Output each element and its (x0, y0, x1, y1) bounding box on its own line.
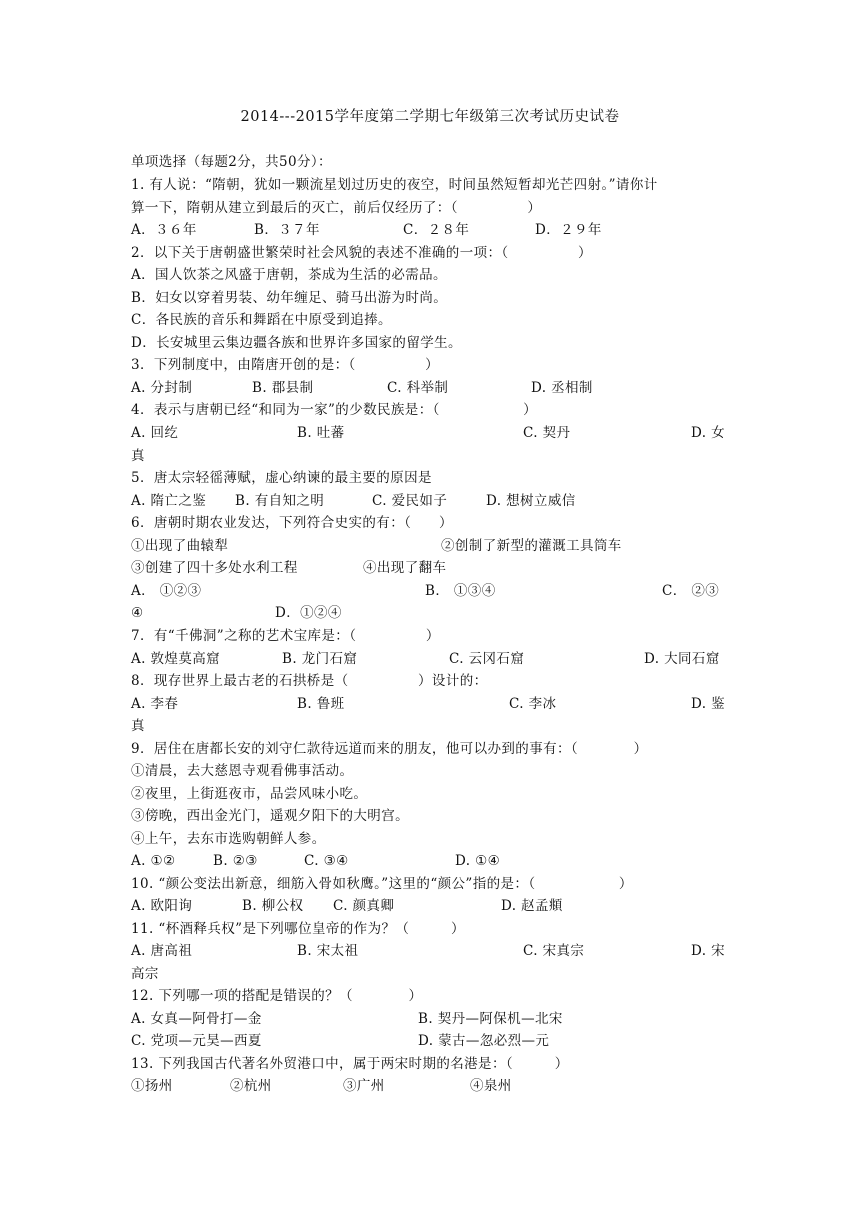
option-d: D. ①④ (455, 853, 501, 869)
question-7-stem: 7．有“千佛洞”之称的艺术宝库是：（ ） (131, 628, 440, 644)
question-9-item-1: ①清晨，去大慈恩寺观看佛事活动。 (131, 763, 354, 779)
question-3-stem: 3．下列制度中，由隋唐开创的是：（ ） (131, 357, 440, 373)
question-2-option-b: B．妇女以穿着男装、幼年缠足、骑马出游为时尚。 (131, 290, 448, 306)
option-a: A. 欧阳询 (131, 898, 193, 914)
option-c: C. 契丹 (523, 425, 571, 441)
question-2-option-a: A．国人饮茶之风盛于唐朝，茶成为生活的必需品。 (131, 267, 447, 283)
option-b: B. 龙门石窟 (282, 651, 358, 667)
exam-title: 2014---2015学年度第二学期七年级第三次考试历史试卷 (240, 109, 620, 125)
option-d: D. 蒙古—忽必烈—元 (418, 1033, 550, 1049)
option-c: C. 宋真宗 (523, 943, 585, 959)
option-c: C. ③④ (304, 853, 349, 869)
question-6-options (131, 581, 731, 601)
option-c: C. 李冰 (509, 696, 557, 712)
section-heading: 单项选择（每题2分，共50分）： (131, 154, 332, 170)
option-c-wrap: ④ (131, 605, 144, 621)
item-2: ②创制了新型的灌溉工具筒车 (441, 538, 622, 554)
item-2: ②杭州 (230, 1078, 272, 1094)
question-12-stem: 12. 下列哪一项的搭配是错误的？（ ） (131, 988, 423, 1004)
question-11-wrap: 高宗 (131, 966, 159, 982)
question-11-stem: 11. “杯酒释兵权”是下列哪位皇帝的作为？（ ） (131, 921, 465, 937)
option-a: A． ①②③ (131, 583, 202, 599)
question-6-options-wrap (131, 603, 731, 623)
option-d: D．①②④ (275, 605, 342, 621)
option-c: C． ②③ (662, 583, 720, 599)
question-6-items-row-2 (131, 558, 731, 578)
option-b: B. 有自知之明 (235, 493, 325, 509)
question-10-stem: 10. “颜公变法出新意，细筋入骨如秋鹰。”这里的“颜公”指的是：（ ） (131, 876, 633, 892)
question-13-stem: 13. 下列我国古代著名外贸港口中，属于两宋时期的名港是：（ ） (131, 1056, 569, 1072)
question-12-options-row-1 (131, 1009, 731, 1029)
option-a: A. ①② (131, 853, 176, 869)
option-d: D. 大同石窟 (644, 651, 720, 667)
question-5-options (131, 491, 731, 511)
question-9-stem: 9．居住在唐都长安的刘守仁款待远道而来的朋友，他可以办到的事有：（ ） (131, 741, 648, 757)
item-3: ③创建了四十多处水利工程 (131, 560, 298, 576)
question-11-options (131, 941, 731, 961)
question-9-item-2: ②夜里，上街逛夜市，品尝风味小吃。 (131, 786, 368, 802)
option-c: C. 颜真卿 (333, 898, 395, 914)
question-8-wrap: 真 (131, 718, 145, 734)
question-4-stem: 4．表示与唐朝已经“和同为一家”的少数民族是：（ ） (131, 402, 538, 418)
question-2-option-d: D．长安城里云集边疆各族和世界许多国家的留学生。 (131, 335, 462, 351)
question-5-stem: 5．唐太宗轻徭薄赋，虚心纳谏的最主要的原因是 (131, 470, 432, 486)
question-6-items-row-1 (131, 536, 731, 556)
option-d: D．２９年 (535, 222, 602, 238)
question-2-stem: 2．以下关于唐朝盛世繁荣时社会风貌的表述不准确的一项：（ ） (131, 245, 592, 261)
option-c: C. 云冈石窟 (449, 651, 525, 667)
option-b: B. 郡县制 (252, 380, 314, 396)
option-d: D. 赵孟頫 (501, 898, 563, 914)
question-10-options (131, 896, 731, 916)
option-a: A. 女真—阿骨打—金 (131, 1011, 262, 1027)
option-a: A．３６年 (131, 222, 197, 238)
question-9-item-4: ④上午，去东市选购朝鲜人参。 (131, 831, 326, 847)
question-9-options (131, 851, 731, 871)
question-4-options (131, 423, 731, 443)
option-b: B. 吐蕃 (297, 425, 345, 441)
question-8-options (131, 694, 731, 714)
option-d: D. 丞相制 (531, 380, 593, 396)
item-3: ③广州 (343, 1078, 385, 1094)
question-8-stem: 8．现存世界上最古老的石拱桥是（ ）设计的： (131, 673, 488, 689)
question-2-option-c: C．各民族的音乐和舞蹈在中原受到追捧。 (131, 312, 392, 328)
question-13-items (131, 1076, 731, 1096)
option-b: B. 鲁班 (297, 696, 345, 712)
option-a: A. 分封制 (131, 380, 193, 396)
option-c: C．２８年 (403, 222, 470, 238)
question-1-options (131, 220, 731, 240)
question-1-stem-cont: 算一下，隋朝从建立到最后的灭亡，前后仅经历了：（ ） (131, 200, 542, 216)
option-d: D. 宋 (691, 943, 726, 959)
option-d: D. 想树立威信 (486, 493, 576, 509)
item-4: ④泉州 (470, 1078, 512, 1094)
option-a: A. 李春 (131, 696, 179, 712)
option-a: A. 隋亡之鉴 (131, 493, 207, 509)
question-7-options (131, 649, 731, 669)
option-b: B． ①③④ (425, 583, 496, 599)
option-c: C. 党项—元昊—西夏 (131, 1033, 262, 1049)
option-b: B. 契丹—阿保机—北宋 (418, 1011, 563, 1027)
question-6-stem: 6．唐朝时期农业发达，下列符合史实的有：（ ） (131, 515, 453, 531)
option-d: D. 女 (691, 425, 726, 441)
question-3-options (131, 378, 731, 398)
option-b: B. ②③ (213, 853, 258, 869)
option-b: B. 宋太祖 (297, 943, 359, 959)
item-1: ①扬州 (131, 1078, 173, 1094)
option-a: A. 唐高祖 (131, 943, 193, 959)
option-a: A. 回纥 (131, 425, 179, 441)
question-1-stem: 1. 有人说：“隋朝，犹如一颗流星划过历史的夜空，时间虽然短暂却光芒四射。”请你计 (131, 177, 658, 193)
option-d: D. 鉴 (691, 696, 726, 712)
option-b: B．３７年 (254, 222, 320, 238)
question-4-wrap: 真 (131, 448, 145, 464)
option-c: C. 爱民如子 (372, 493, 448, 509)
option-a: A. 敦煌莫高窟 (131, 651, 221, 667)
item-4: ④出现了翻车 (363, 560, 447, 576)
question-12-options-row-2 (131, 1031, 731, 1051)
option-b: B. 柳公权 (242, 898, 304, 914)
question-9-item-3: ③傍晚，西出金光门，遥观夕阳下的大明宫。 (131, 808, 409, 824)
item-1: ①出现了曲辕犁 (131, 538, 229, 554)
option-c: C. 科举制 (387, 380, 449, 396)
